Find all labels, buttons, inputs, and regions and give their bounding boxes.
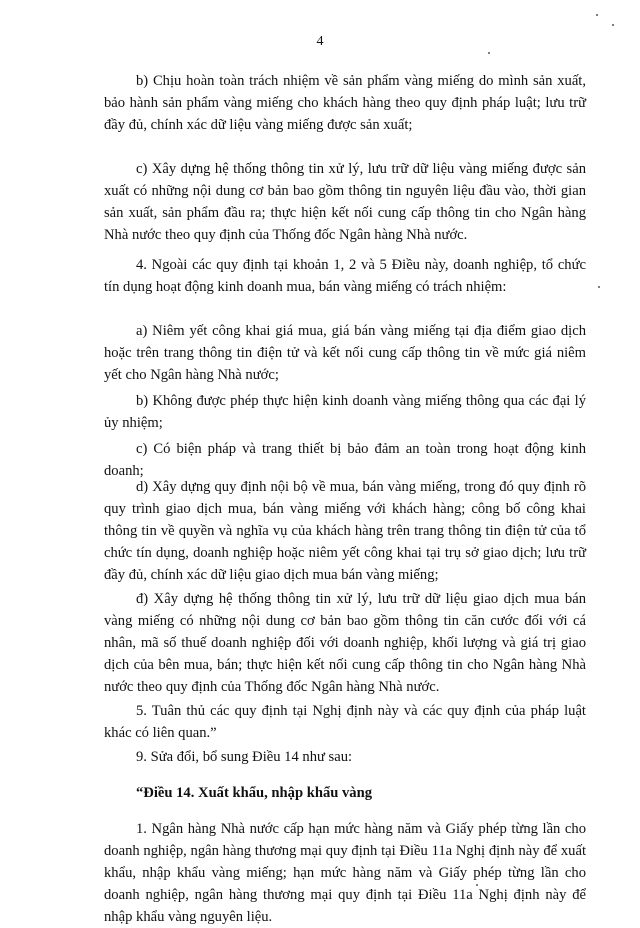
scan-speck (488, 52, 490, 54)
paragraph-b-responsibility: b) Chịu hoàn toàn trách nhiệm về sản phẩm vàng miếng do mình sản xuất, bảo hành sản phẩm vàng miếng cho khách hàng theo quy định pháp luật; lưu trữ đầy đủ, chính xác dữ liệu vàng miếng được sản xuất; (104, 73, 586, 133)
paragraph-c-safety: c) Có biện pháp và trang thiết bị bảo đảm an toàn trong hoạt động kinh doanh; (104, 441, 586, 479)
page-number: 4 (316, 34, 324, 49)
paragraph-c-information-system: c) Xây dựng hệ thống thông tin xử lý, lưu trữ dữ liệu vàng miếng được sản xuất có những nội dung cơ bản bao gồm thông tin nguyên liệu đầu vào, thời gian sản xuất, sản phẩm đầu ra; thực hiện kết nối cung cấp thông tin cho Ngân hàng Nhà nước theo quy định của Thống đốc Ngân hàng Nhà nước. (104, 161, 586, 243)
paragraph-d-internal-rules: d) Xây dựng quy định nội bộ về mua, bán vàng miếng, trong đó quy định rõ quy trình giao dịch mua, bán vàng miếng với khách hàng; công bố công khai thông tin về quyền và nghĩa vụ của khách hàng trên trang thông tin điện tử của tổ chức tín dụng, doanh nghiệp hoặc niêm yết công khai tại trụ sở giao dịch; lưu trữ đầy đủ, chính xác dữ liệu giao dịch mua bán vàng miếng; (104, 479, 586, 583)
paragraph-a-price-listing: a) Niêm yết công khai giá mua, giá bán vàng miếng tại địa điểm giao dịch hoặc trên trang thông tin điện tử và kết nối cung cấp thông tin về mức giá niêm yết cho Ngân hàng Nhà nước; (104, 323, 586, 383)
paragraph-clause-5: 5. Tuân thủ các quy định tại Nghị định này và các quy định của pháp luật khác có liên quan.” (104, 703, 586, 741)
paragraph-article-14-clause-1: 1. Ngân hàng Nhà nước cấp hạn mức hàng năm và Giấy phép từng lần cho doanh nghiệp, ngân hàng thương mại quy định tại Điều 11a Nghị định này để xuất khẩu, nhập khẩu vàng miếng; hạn mức hàng năm và Giấy phép từng lần cho doanh nghiệp, ngân hàng thương mại quy định tại Điều 11a Nghị định này để nhập khẩu vàng nguyên liệu. (104, 821, 586, 925)
paragraph-dd-transaction-data: đ) Xây dựng hệ thống thông tin xử lý, lưu trữ dữ liệu giao dịch mua bán vàng miếng có những nội dung cơ bản bao gồm thông tin căn cước đối với cá nhân, mã số thuế doanh nghiệp đối với doanh nghiệp, khối lượng và giá trị giao dịch của bên mua, bán; thực hiện kết nối cung cấp thông tin cho Ngân hàng Nhà nước theo quy định của Thống đốc Ngân hàng Nhà nước. (104, 591, 586, 695)
scan-speck (598, 286, 600, 288)
paragraph-amendment-9: 9. Sửa đổi, bổ sung Điều 14 như sau: (136, 749, 353, 765)
scan-speck (596, 14, 598, 16)
scan-speck (612, 24, 614, 26)
paragraph-clause-4: 4. Ngoài các quy định tại khoản 1, 2 và 5 Điều này, doanh nghiệp, tổ chức tín dụng hoạt động kinh doanh mua, bán vàng miếng có trách nhiệm: (104, 257, 586, 295)
article-14-heading: “Điều 14. Xuất khẩu, nhập khẩu vàng (136, 785, 373, 801)
scan-speck (476, 884, 478, 886)
paragraph-b-no-agents: b) Không được phép thực hiện kinh doanh vàng miếng thông qua các đại lý ủy nhiệm; (104, 393, 586, 431)
